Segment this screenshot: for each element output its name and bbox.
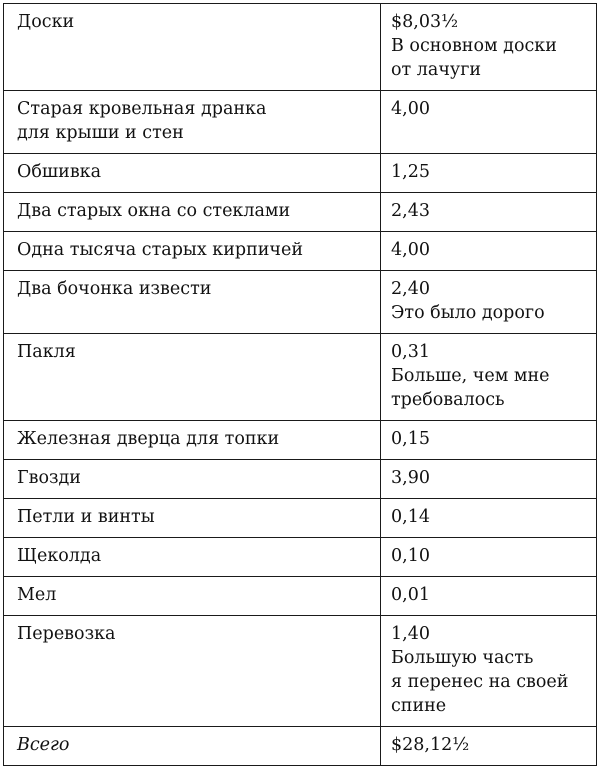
cost-cell — [381, 499, 597, 538]
cost-value: 2,43 — [391, 201, 430, 221]
table-row — [4, 499, 597, 538]
cost-value: 0,31 — [391, 342, 430, 362]
cost-note: Больше, чем мне требовалось — [391, 366, 550, 410]
cost-cell — [381, 271, 597, 334]
cost-value: 2,40 — [391, 279, 430, 299]
total-cost: $28,12½ — [381, 727, 597, 766]
cost-cell — [381, 577, 597, 616]
table-row — [4, 154, 597, 193]
cost-cell — [381, 91, 597, 154]
item-cell: Пакля — [4, 334, 381, 421]
table-row — [4, 538, 597, 577]
cost-cell — [381, 421, 597, 460]
cost-cell — [381, 232, 597, 271]
cost-note: Это было дорого — [391, 303, 545, 323]
cost-cell — [381, 460, 597, 499]
cost-value: 0,01 — [391, 585, 430, 605]
item-cell: Одна тысяча старых кирпичей — [4, 232, 381, 271]
total-row — [4, 727, 597, 766]
cost-cell — [381, 616, 597, 727]
cost-value: 0,10 — [391, 546, 430, 566]
item-cell: Два бочонка извести — [4, 271, 381, 334]
cost-cell — [381, 334, 597, 421]
item-cell: Доски — [4, 4, 381, 91]
cost-value: 4,00 — [391, 99, 430, 119]
cost-cell — [381, 538, 597, 577]
table-row — [4, 4, 597, 91]
table-row — [4, 193, 597, 232]
cost-value: $8,03½ — [391, 12, 459, 32]
cost-value: 0,14 — [391, 507, 430, 527]
total-label: Всего — [4, 727, 381, 766]
item-cell: Петли и винты — [4, 499, 381, 538]
cost-cell — [381, 193, 597, 232]
cost-value: 1,40 — [391, 624, 430, 644]
cost-cell — [381, 154, 597, 193]
item-cell: Перевозка — [4, 616, 381, 727]
item-cell: Два старых окна со стеклами — [4, 193, 381, 232]
cost-table-body — [4, 4, 597, 766]
table-row — [4, 271, 597, 334]
table-row — [4, 616, 597, 727]
table-row — [4, 91, 597, 154]
item-cell: Гвозди — [4, 460, 381, 499]
item-cell: Щеколда — [4, 538, 381, 577]
cost-value: 3,90 — [391, 468, 430, 488]
cost-cell — [381, 4, 597, 91]
cost-note: В основном доски от лачуги — [391, 36, 557, 80]
table-row — [4, 421, 597, 460]
table-row — [4, 577, 597, 616]
cost-value: 1,25 — [391, 162, 430, 182]
table-row — [4, 232, 597, 271]
cost-value: 0,15 — [391, 429, 430, 449]
table-row — [4, 334, 597, 421]
table-row — [4, 460, 597, 499]
item-cell: Мел — [4, 577, 381, 616]
cost-value: 4,00 — [391, 240, 430, 260]
item-cell: Железная дверца для топки — [4, 421, 381, 460]
item-cell: Обшивка — [4, 154, 381, 193]
cost-note: Большую часть я перенес на своей спине — [391, 648, 569, 716]
cost-table — [3, 3, 597, 766]
item-cell: Старая кровельная дранка для крыши и стен — [4, 91, 381, 154]
